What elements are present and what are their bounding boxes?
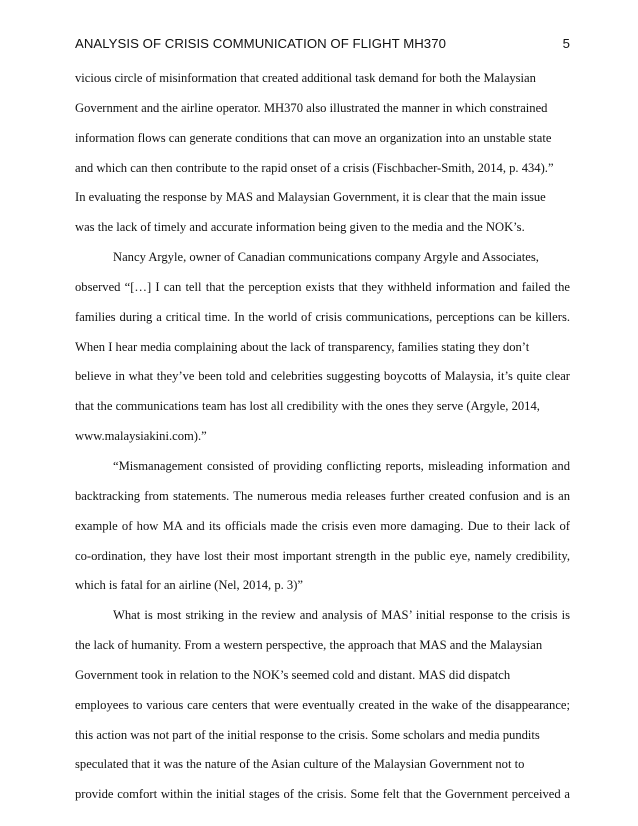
text-line: that the communications team has lost all credibility with the ones they serve (Argyle, 2014,: [75, 399, 540, 414]
text-line: employees to various care centers that were eventually created in the wake of the disappearance;: [75, 697, 570, 712]
text-line: Nancy Argyle, owner of Canadian communications company Argyle and Associates,: [113, 250, 539, 265]
text-line: was the lack of timely and accurate information being given to the media and the NOK’s.: [75, 220, 525, 235]
page-number: 5: [562, 36, 570, 51]
text-line: observed “[…] I can tell that the perception exists that they withheld information and failed the: [75, 279, 570, 294]
text-line: Government and the airline operator. MH370 also illustrated the manner in which constrained: [75, 100, 548, 115]
text-line: speculated that it was the nature of the Asian culture of the Malaysian Government not to: [75, 757, 525, 772]
text-line: example of how MA and its officials made the crisis even more damaging. Due to their lack of: [75, 518, 570, 533]
running-head: [75, 35, 570, 53]
text-line: this action was not part of the initial response to the crisis. Some scholars and media pundits: [75, 727, 540, 742]
text-line: families during a critical time. In the world of crisis communications, perceptions can be killers.: [75, 309, 570, 324]
text-line: “Mismanagement consisted of providing conflicting reports, misleading information and: [113, 458, 570, 473]
text-line: co-ordination, they have lost their most important strength in the public eye, namely credibility,: [75, 548, 570, 563]
running-head-title: ANALYSIS OF CRISIS COMMUNICATION OF FLIGHT MH370: [75, 36, 446, 51]
text-line: and which can then contribute to the rapid onset of a crisis (Fischbacher-Smith, 2014, p. 434).”: [75, 160, 554, 175]
text-line: www.malaysiakini.com).”: [75, 429, 207, 444]
text-line: backtracking from statements. The numerous media releases further created confusion and is an: [75, 488, 570, 503]
text-line: provide comfort within the initial stages of the crisis. Some felt that the Government perceived a: [75, 787, 570, 802]
text-line: vicious circle of misinformation that created additional task demand for both the Malaysian: [75, 71, 536, 85]
text-line: information flows can generate conditions that can move an organization into an unstable state: [75, 130, 552, 145]
body-text: [75, 69, 570, 815]
text-line: When I hear media complaining about the lack of transparency, families stating they don’t: [75, 339, 530, 354]
text-line: believe in what they’ve been told and celebrities suggesting boycotts of Malaysia, it’s quite clear: [75, 369, 570, 384]
text-line: In evaluating the response by MAS and Malaysian Government, it is clear that the main issue: [75, 190, 546, 205]
text-line: Government took in relation to the NOK’s seemed cold and distant. MAS did dispatch: [75, 667, 511, 682]
text-line: What is most striking in the review and analysis of MAS’ initial response to the crisis is: [113, 608, 570, 623]
text-line: which is fatal for an airline (Nel, 2014, p. 3)”: [75, 578, 304, 593]
text-line: the lack of humanity. From a western perspective, the approach that MAS and the Malaysian: [75, 638, 543, 653]
